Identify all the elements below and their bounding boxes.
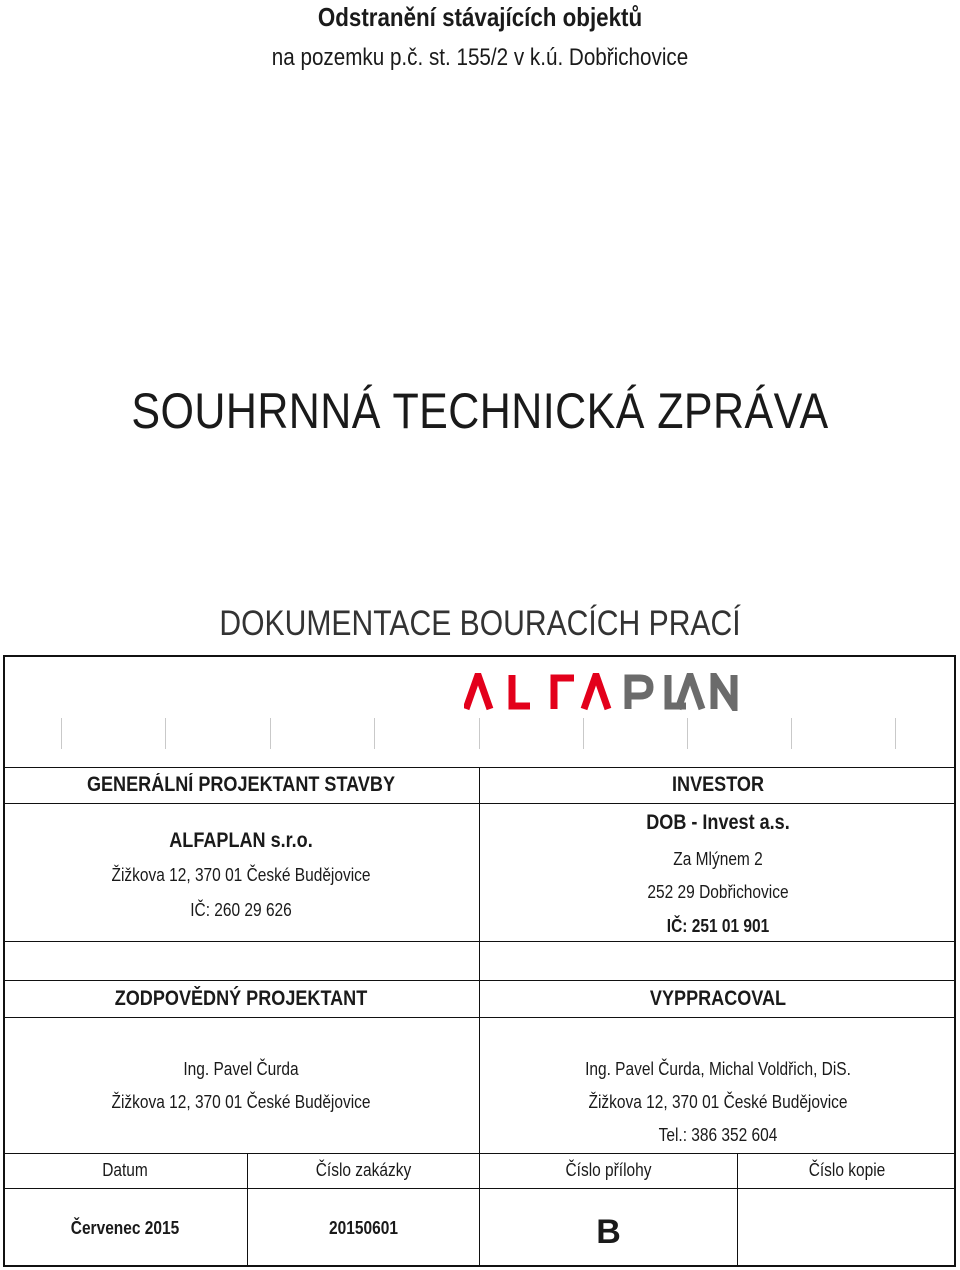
tick-mark	[687, 718, 688, 749]
general-designer-address: Žižkova 12, 370 01 České Budějovice	[111, 865, 371, 885]
footer-header-date: Datum	[102, 1160, 148, 1180]
alfaplan-logo	[464, 673, 740, 711]
divider-center	[479, 767, 480, 1153]
investor-heading: INVESTOR	[672, 773, 764, 796]
investor-city: 252 29 Dobřichovice	[647, 882, 789, 902]
prepared-by-address: Žižkova 12, 370 01 České Budějovice	[588, 1092, 848, 1112]
tick-mark	[270, 718, 271, 749]
responsible-designer-heading: ZODPOVĚDNÝ PROJEKTANT	[114, 987, 368, 1010]
investor-ic: IČ: 251 01 901	[666, 916, 770, 936]
investor-street: Za Mlýnem 2	[673, 849, 763, 869]
divider-footer-1	[247, 1153, 248, 1267]
tick-mark	[61, 718, 62, 749]
tick-mark	[165, 718, 166, 749]
documentation-type: DOKUMENTACE BOURACÍCH PRACÍ	[219, 604, 741, 643]
tick-mark	[895, 718, 896, 749]
tick-mark	[791, 718, 792, 749]
footer-order-number: 20150601	[329, 1218, 398, 1238]
footer-header-order-number: Číslo zakázky	[315, 1160, 412, 1180]
prepared-by-phone: Tel.: 386 352 604	[658, 1125, 778, 1145]
general-designer-company: ALFAPLAN s.r.o.	[169, 829, 313, 852]
investor-company: DOB - Invest a.s.	[646, 811, 790, 834]
prepared-by-heading: VYPPRACOVAL	[649, 987, 787, 1010]
footer-header-copy: Číslo kopie	[808, 1160, 886, 1180]
prepared-by-names: Ing. Pavel Čurda, Michal Voldřich, DiS.	[585, 1059, 851, 1079]
footer-header-attachment: Číslo přílohy	[565, 1160, 652, 1180]
tick-mark	[583, 718, 584, 749]
responsible-designer-name: Ing. Pavel Čurda	[183, 1059, 299, 1079]
general-designer-heading: GENERÁLNÍ PROJEKTANT STAVBY	[86, 773, 396, 796]
project-title: Odstranění stávajících objektů	[317, 2, 643, 32]
general-designer-ic: IČ: 260 29 626	[190, 900, 292, 920]
report-title: SOUHRNNÁ TECHNICKÁ ZPRÁVA	[131, 383, 829, 439]
tick-mark	[374, 718, 375, 749]
footer-attachment: B	[596, 1213, 621, 1251]
tick-mark	[479, 718, 480, 749]
project-subtitle: na pozemku p.č. st. 155/2 v k.ú. Dobřichovice	[271, 44, 689, 71]
responsible-designer-address: Žižkova 12, 370 01 České Budějovice	[111, 1092, 371, 1112]
footer-date: Červenec 2015	[70, 1218, 180, 1238]
divider-footer-3	[737, 1153, 738, 1267]
